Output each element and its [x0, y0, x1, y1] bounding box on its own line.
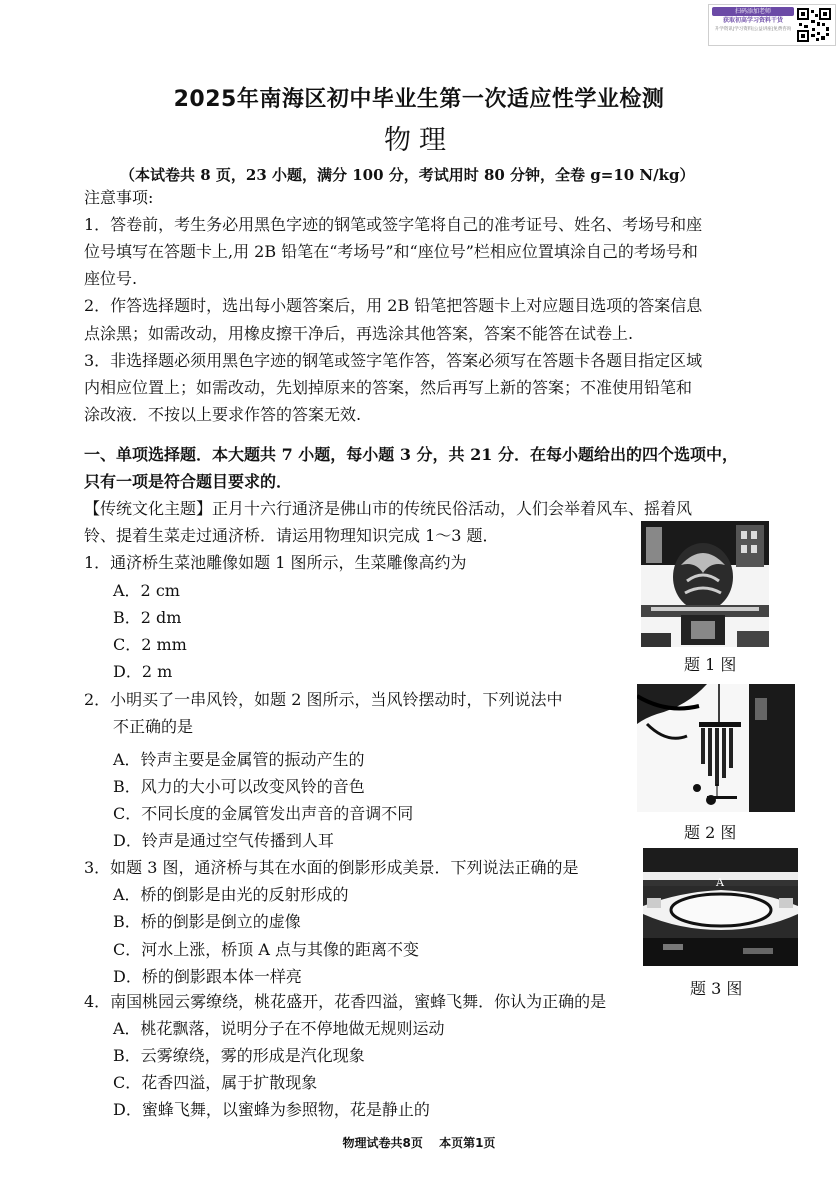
notice-line: 座位号. [84, 269, 138, 288]
section-heading: 一、单项选择题．本大题共 7 小题，每小题 3 分，共 21 分．在每小题给出的四个选项中， [84, 445, 738, 464]
notice-line: 位号填写在答题卡上,用 2B 铅笔在“考场号”和“座位号”栏相应位置填涂自己的考场号和 [84, 242, 698, 261]
question-4-option-d: D．蜜蜂飞舞，以蜜蜂为参照物，花是静止的 [113, 1100, 430, 1119]
promo-badge [708, 4, 836, 46]
page-footer: 物理试卷共8页 本页第1页 [342, 1136, 496, 1150]
figure-2-wind-chime [637, 684, 795, 812]
figure-1-lettuce-statue [641, 521, 769, 647]
question-3-option-a: A．桥的倒影是由光的反射形成的 [113, 885, 349, 904]
exam-title: 2025年南海区初中毕业生第一次适应性学业检测 [173, 87, 665, 112]
figure-3-bridge-reflection [643, 848, 798, 966]
promo-subtitle: 获取初高学习资料干货 [722, 17, 783, 24]
promo-tagline: 升学资讯|学习资料|公益讲座|免费咨询 [714, 27, 792, 32]
exam-info: （本试卷共 8 页，23 小题，满分 100 分，考试用时 80 分钟，全卷 g=10 N/kg） [120, 166, 695, 184]
question-2-option-d: D．铃声是通过空气传播到人耳 [113, 831, 334, 850]
question-2-option-a: A．铃声主要是金属管的振动产生的 [113, 750, 365, 769]
theme-intro: 铃、提着生菜走过通济桥．请运用物理知识完成 1～3 题． [84, 526, 499, 545]
question-2-stem-cont: 不正确的是 [113, 717, 194, 736]
question-2-stem: 2．小明买了一串风铃，如题 2 图所示，当风铃摆动时，下列说法中 [84, 690, 563, 709]
promo-title: 扫码添加老师 [712, 7, 794, 16]
notice-line: 涂改液．不按以上要求作答的答案无效. [84, 405, 362, 424]
question-3-option-b: B．桥的倒影是倒立的虚像 [113, 912, 301, 931]
bridge-point-a-label: A [716, 876, 724, 889]
question-3-option-d: D．桥的倒影跟本体一样亮 [113, 967, 302, 986]
question-1-option-c: C．2 mm [113, 635, 187, 654]
promo-text-block [712, 7, 794, 43]
notice-line: 内相应位置上；如需改动，先划掉原来的答案，然后再写上新的答案；不准使用铅笔和 [84, 378, 693, 397]
question-4-option-c: C．花香四溢，属于扩散现象 [113, 1073, 318, 1092]
notice-heading: 注意事项: [84, 188, 154, 207]
notice-line: 点涂黑；如需改动，用橡皮擦干净后，再选涂其他答案，答案不能答在试卷上. [84, 324, 634, 343]
question-4-option-b: B．云雾缭绕，雾的形成是汽化现象 [113, 1046, 365, 1065]
notice-line: 1．答卷前，考生务必用黑色字迹的钢笔或签字笔将自己的准考证号、姓名、考场号和座 [84, 215, 703, 234]
question-1-stem: 1．通济桥生菜池雕像如题 1 图所示，生菜雕像高约为 [84, 553, 467, 572]
theme-intro: 【传统文化主题】正月十六行通济是佛山市的传统民俗活动，人们会举着风车、摇着风 [84, 499, 693, 518]
qr-code-icon [797, 8, 831, 42]
question-1-option-d: D．2 m [113, 662, 173, 681]
question-3-stem: 3．如题 3 图，通济桥与其在水面的倒影形成美景．下列说法正确的是 [84, 858, 579, 877]
figure-1-caption: 题 1 图 [684, 655, 737, 674]
notice-line: 3．非选择题必须用黑色字迹的钢笔或签字笔作答，答案必须写在答题卡各题目指定区域 [84, 351, 703, 370]
question-2-option-c: C．不同长度的金属管发出声音的音调不同 [113, 804, 414, 823]
figure-2-caption: 题 2 图 [684, 823, 737, 842]
question-4-stem: 4．南国桃园云雾缭绕，桃花盛开，花香四溢，蜜蜂飞舞．你认为正确的是 [84, 992, 607, 1011]
figure-3-caption: 题 3 图 [690, 979, 743, 998]
notice-line: 2．作答选择题时，选出每小题答案后，用 2B 铅笔把答题卡上对应题目选项的答案信息 [84, 296, 703, 315]
question-3-option-c: C．河水上涨，桥顶 A 点与其像的距离不变 [113, 940, 419, 959]
question-2-option-b: B．风力的大小可以改变风铃的音色 [113, 777, 365, 796]
question-1-option-a: A．2 cm [113, 581, 180, 600]
subject-title: 物理 [384, 125, 454, 156]
section-heading: 只有一项是符合题目要求的． [84, 472, 293, 491]
question-1-option-b: B．2 dm [113, 608, 182, 627]
question-4-option-a: A．桃花飘落，说明分子在不停地做无规则运动 [113, 1019, 445, 1038]
